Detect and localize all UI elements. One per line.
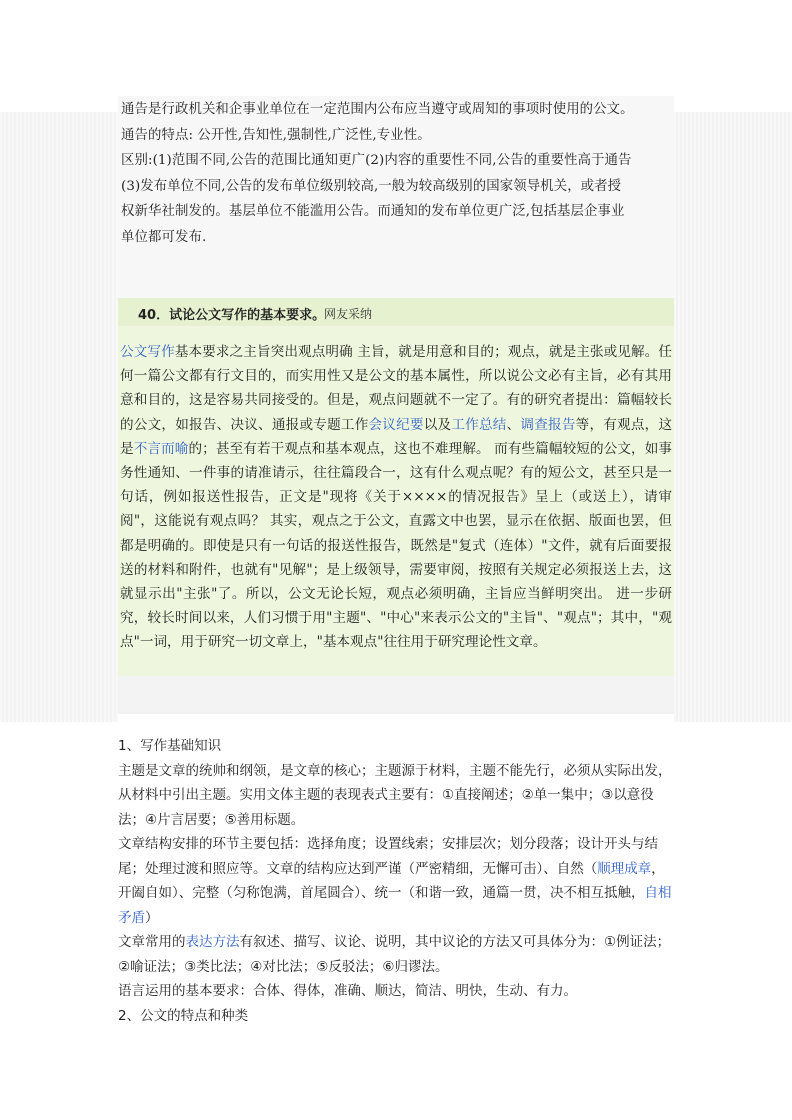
paragraph-structure [118,832,678,930]
question-title: 40．试论公文写作的基本要求。 [138,308,326,323]
para-segment: ，开阖自如）、完整（匀称饱满，首尾圆合）、统一（和谐一致，通篇一贯，决不相互抵触， [118,860,665,901]
answer-segment: 等，有观点，这是 [120,416,673,457]
para-segment: 文章常用的 [118,934,186,950]
para-segment: 有叙述、描写、议论、说明，其中议论的方法又可具体分为：①例证法；②喻证法；③类比法；④对比法；⑤反驳法；⑥归谬法。 [118,934,671,975]
text-line: 通告是行政机关和企事业单位在一定范围内公布应当遵守或周知的事项时使用的公文。 [121,102,634,117]
link-shunli-chengzhang[interactable]: 顺理成章 [597,860,652,877]
para-segment: 文章结构安排的环节主要包括：选择角度；设置线索；安排层次；划分段落；设计开头与结尾；处理过渡和照应等。文章的结构应达到严谨（严密精细，无懈可击）、自然（ [118,836,658,877]
left-margin-texture [0,112,118,722]
adopted-badge: 网友采纳 [324,307,373,321]
answer-footer-strip [118,676,674,714]
answer-segment: 基本要求之主旨突出观点明确 主旨，就是用意和目的；观点，就是主张或见解。任何一篇公文都有行文目的，而实用性又是公文的基本属性，所以说公文必有主旨，必有其用意和目的，这是容易共同接受的。但是，观点问题就不一定了。有的研究者提出：篇幅较长的公文，如报告、决议、通报或专题工作 [120,344,673,433]
paragraph-expression [118,930,678,979]
link-zixiang-maodun[interactable]: 自相矛盾 [118,885,672,926]
question-header [118,298,674,326]
answer-text [120,340,672,655]
text-line: 权新华社制发的。基层单位不能滥用公告。而通知的发布单位更广泛,包括基层企事业 [121,204,625,219]
text-line: (3)发布单位不同,公告的发布单位级别较高,一般为较高级别的国家领导机关，或者授 [121,178,622,194]
answer-segment: 以及 [423,416,452,433]
right-margin-texture [674,112,792,722]
text-line: 通告的特点: 公开性,告知性,强制性,广泛性,专业性。 [121,127,431,143]
section-heading: 2、公文的特点和种类 [118,1007,249,1024]
writing-basics-section [118,734,678,1028]
para-segment: ） [145,909,159,926]
link-diaocha-baogao[interactable]: 调查报告 [520,416,576,433]
link-biaoda-fangfa[interactable]: 表达方法 [185,934,240,950]
answer-segment: 、 [506,416,521,433]
question-answer-block [118,298,674,676]
link-buyan-eryu[interactable]: 不言而喻 [133,440,189,457]
link-huiyi-jiyao[interactable]: 会议纪要 [368,416,424,433]
link-gongwen-xiezuo[interactable]: 公文写作 [120,344,175,360]
notice-definition-block [118,96,674,298]
text-line: 区别:(1)范围不同,公告的范围比通知更广(2)内容的重要性不同,公告的重要性高于通告 [121,153,632,168]
text-line: 单位都可发布. [121,229,207,245]
paragraph-language: 语言运用的基本要求：合体、得体，准确、顺达，简洁、明快，生动、有力。 [118,983,577,999]
section-heading: 1、写作基础知识 [118,738,222,754]
paragraph-theme: 主题是文章的统帅和纲领，是文章的核心；主题源于材料，主题不能先行，必须从实际出发，从材料中引出主题。实用文体主题的表现表式主要有：①直接阐述；②单一集中；③以意役法；④片言居要；⑤善用标题。 [118,762,672,828]
link-gongzuo-zongjie[interactable]: 工作总结 [451,416,507,433]
answer-segment: 的；甚至有若干观点和基本观点，这也不难理解。 而有些篇幅较短的公文，如事务性通知、一件事的请准请示，往往篇段合一，这有什么观点呢？有的短公文，甚至只是一句话，例如报送性报告，正文是"现将《关于××××的情况报告》呈上（或送上），请审阅"，这能说有观点吗？ 其实，观点之于公文，直露文中也罢，显示在依据、版面也罢，但都是明确的。即使是只有一句话的报送性报告，既然是"复式（连体）"文件，就有后面要报送的材料和附件，也就有"见解"；是上级领导，需要审阅，按照有关规定必须报送上去，这就显示出"主张"了。所以，公文无论长短，观点必须明确，主旨应当鲜明突出。 进一步研究，较长时间以来，人们习惯于用"主题"、"中心"来表示公文的"主旨"、"观点"；其中，"观点"一词，用于研究一切文章上，"基本观点"往往用于研究理论性文章。 [120,440,673,651]
